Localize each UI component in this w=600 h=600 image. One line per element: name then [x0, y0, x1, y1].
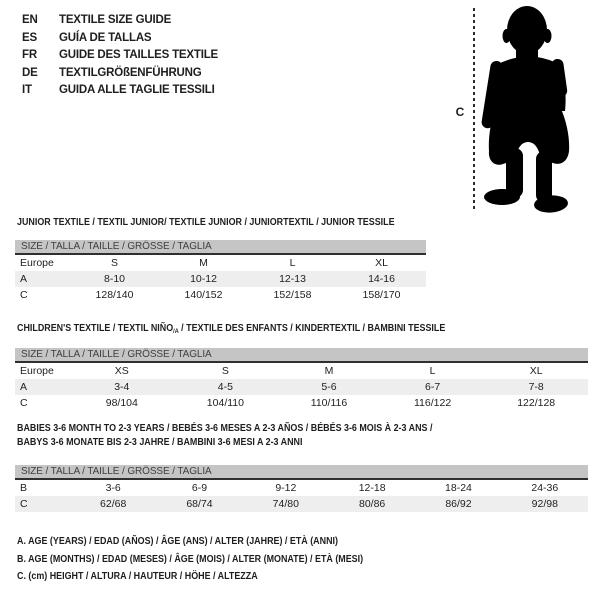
size-header-bar — [15, 465, 588, 480]
language-title: TEXTILGRÖßENFÜHRUNG — [59, 66, 202, 79]
language-row — [22, 47, 218, 65]
legend-notes — [17, 533, 424, 586]
note-height: C. (cm) HEIGHT / ALTURA / HAUTEUR / HÖHE / ALTEZZA — [17, 570, 258, 582]
language-code: DE — [22, 66, 38, 79]
table-cell: 116/122 — [413, 397, 452, 409]
size-header-label: SIZE / TALLA / TAILLE / GRÖSSE / TAGLIA — [21, 349, 212, 360]
size-table — [15, 348, 588, 411]
table-cell: 8-10 — [103, 273, 125, 285]
language-title: GUIDA ALLE TAGLIE TESSILI — [59, 84, 215, 96]
table-cell: 10-12 — [190, 273, 217, 285]
table-cell: 5-6 — [321, 381, 337, 393]
language-row — [22, 65, 218, 83]
table-cell: 6-7 — [424, 381, 441, 393]
section-junior — [15, 215, 426, 303]
language-row — [22, 12, 218, 30]
table-cell: 68/74 — [186, 498, 213, 510]
size-header-label: SIZE / TALLA / TAILLE / GRÖSSE / TAGLIA — [21, 241, 212, 252]
baby-silhouette-icon — [470, 3, 590, 215]
table-cell: 98/104 — [105, 397, 138, 409]
table-cell: 140/152 — [184, 289, 223, 301]
size-header-bar — [15, 240, 426, 255]
table-cell: 62/68 — [100, 498, 127, 510]
table-cell: 122/128 — [517, 397, 556, 409]
table-cell: 80/86 — [359, 498, 386, 510]
section-babies — [15, 421, 588, 512]
size-table — [15, 240, 426, 303]
row-label: A — [20, 381, 28, 393]
row-label: C — [20, 498, 28, 510]
language-row — [22, 30, 218, 48]
table-cell: XL — [529, 365, 543, 377]
table-cell: 24-36 — [531, 482, 559, 494]
table-body — [15, 255, 426, 303]
row-label: A — [20, 273, 28, 285]
table-row — [15, 271, 426, 287]
row-label: C — [20, 289, 28, 301]
table-cell: XS — [114, 365, 129, 377]
table-body — [15, 363, 588, 411]
table-cell: 12-18 — [358, 482, 386, 494]
table-row — [15, 395, 588, 411]
table-cell: 7-8 — [528, 381, 544, 393]
note-age-months: B. AGE (MONTHS) / EDAD (MESES) / ÂGE (MOIS) / ALTER (MONATE) / ETÀ (MESI) — [17, 552, 364, 565]
height-measure-line — [473, 8, 475, 210]
table-cell: 4-5 — [217, 381, 233, 393]
language-code: IT — [22, 84, 32, 96]
table-cell: L — [429, 365, 436, 377]
language-title: GUÍA DE TALLAS — [59, 31, 152, 44]
table-row — [15, 480, 588, 496]
table-cell: 9-12 — [275, 482, 297, 494]
size-header-bar — [15, 348, 588, 363]
language-row — [22, 82, 218, 100]
language-title: GUIDE DES TAILLES TEXTILE — [59, 49, 218, 61]
language-title: TEXTILE SIZE GUIDE — [59, 14, 172, 26]
table-cell: 18-24 — [445, 482, 472, 494]
table-cell: 86/92 — [445, 498, 472, 510]
table-cell: 152/158 — [273, 289, 312, 301]
note-age-years: A. AGE (YEARS) / EDAD (AÑOS) / ÂGE (ANS) / ALTER (JAHRE) / ETÀ (ANNI) — [17, 535, 338, 547]
table-cell: 104/110 — [206, 397, 244, 409]
table-body — [15, 480, 588, 512]
table-cell: M — [324, 365, 334, 377]
table-row — [15, 255, 426, 271]
table-row — [15, 379, 588, 395]
section-title: CHILDREN'S TEXTILE / TEXTIL $NIÑO_{/A}$ / TEXTILE DES ENFANTS / KINDERTEXTIL / BAMBINI TESSILE — [17, 322, 446, 335]
table-cell: 128/140 — [95, 289, 134, 301]
table-row — [15, 363, 588, 379]
table-cell: 74/80 — [272, 498, 299, 510]
table-cell: M — [199, 257, 208, 269]
table-cell: 3-4 — [114, 381, 130, 393]
language-list — [22, 12, 218, 100]
height-measure-label: C — [455, 105, 465, 119]
row-label: Europe — [20, 365, 54, 377]
language-code: FR — [22, 49, 37, 61]
section-children — [15, 321, 588, 411]
table-row — [15, 287, 426, 303]
table-cell: 92/98 — [531, 498, 558, 510]
table-cell: 3-6 — [105, 482, 121, 494]
table-cell: 14-16 — [368, 273, 395, 285]
table-row — [15, 496, 588, 512]
row-label: Europe — [20, 257, 54, 269]
table-cell: 110/116 — [310, 397, 348, 409]
size-header-label: SIZE / TALLA / TAILLE / GRÖSSE / TAGLIA — [21, 466, 212, 477]
row-label: C — [20, 397, 28, 409]
section-title: JUNIOR TEXTILE / TEXTIL JUNIOR/ TEXTILE JUNIOR / JUNIORTEXTIL / JUNIOR TESSILE — [17, 216, 395, 228]
table-cell: 158/170 — [362, 289, 401, 301]
table-cell: 12-13 — [279, 273, 306, 285]
language-code: ES — [22, 31, 37, 44]
section-title: BABIES 3-6 MONTH TO 2-3 YEARS / BEBÉS 3-6 MESES A 2-3 AÑOS / BÉBÉS 3-6 MOIS À 2-3 ANS / BABYS 3-6 MONATE BIS 2-3 JAHRE / BAMBINI 3-6 MESI A 2-3 ANNI — [17, 422, 433, 448]
row-label: B — [20, 482, 28, 494]
table-cell: XL — [375, 257, 388, 269]
table-cell: 6-9 — [191, 482, 208, 494]
language-code: EN — [22, 14, 38, 26]
table-cell: S — [110, 257, 118, 269]
table-cell: L — [289, 257, 296, 269]
table-cell: S — [221, 365, 229, 377]
size-table — [15, 465, 588, 512]
